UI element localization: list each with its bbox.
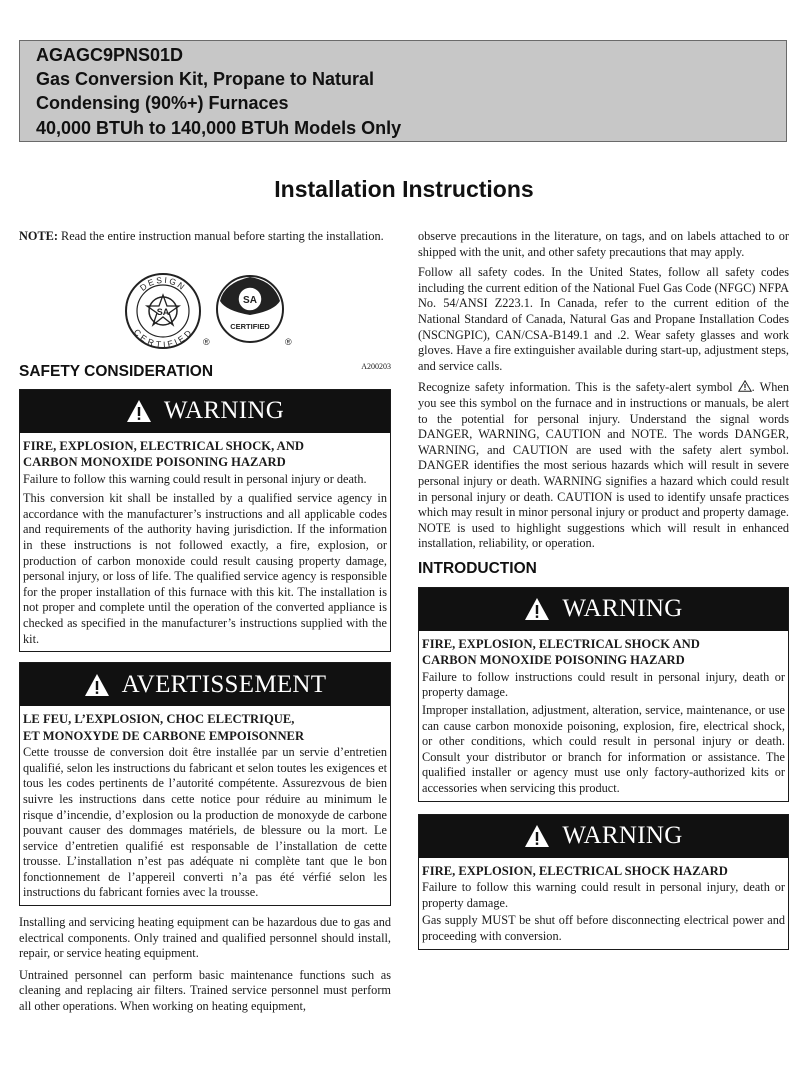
warning-triangle-icon	[84, 673, 110, 697]
warning-text: Gas supply MUST be shut off before disconnecting electrical power and proceeding with conversion.	[422, 913, 785, 943]
warning-triangle-icon	[126, 399, 152, 423]
avertissement-title-line: LE FEU, L’EXPLOSION, CHOC ELECTRIQUE,	[23, 712, 295, 727]
precautions-paragraph: observe precautions in the literature, on tags, and on labels attached to or shipped with the unit, and other safety precautions that may apply.	[418, 229, 789, 259]
warning-text: Failure to follow instructions could result in personal injury, death or property damage.	[422, 669, 785, 700]
avertissement-label: AVERTISSEMENT	[121, 670, 327, 698]
csa-mark-2: SA	[243, 294, 257, 306]
right-column	[418, 229, 789, 950]
warning-box-fire-explosion	[19, 389, 391, 653]
warning-title: FIRE, EXPLOSION, ELECTRICAL SHOCK HAZARD	[422, 863, 728, 878]
warning-title	[23, 438, 387, 471]
document-header	[19, 40, 787, 142]
warning-triangle-icon	[524, 824, 550, 848]
warning-label: WARNING	[163, 397, 285, 425]
avertissement-box	[19, 662, 391, 906]
furnace-type: Condensing (90%+) Furnaces	[36, 93, 289, 114]
recognize-paragraph	[418, 380, 789, 552]
design-certified-logo	[123, 271, 203, 351]
note-text: Read the entire instruction manual before starting the installation.	[57, 229, 384, 243]
recognize-text-b: . When you see this symbol on the furnace and in instructions or manuals, be alert to the potential for personal injury. Understand the signal words DANGER, WARNING, CAUTION and NOTE. The words DANGER, WARNING, and CAUTION are used with the safety alert symbol. DANGER identifies the most serious hazards which will result in severe personal injury or death. WARNING signifies a hazard which could result in personal injury or death. CAUTION is used to identify unsafe practices which may result in minor personal injury or product and property damage. NOTE is used to highlight suggestions which will result in enhanced installation, reliability, or operation.	[418, 380, 789, 551]
model-number: AGAGC9PNS01D	[36, 45, 184, 65]
safety-alert-icon	[738, 380, 752, 392]
warning-text: Failure to follow this warning could result in personal injury or death.	[23, 471, 367, 486]
warning-title-line: FIRE, EXPLOSION, ELECTRICAL SHOCK, AND	[23, 438, 304, 453]
introduction-heading: INTRODUCTION	[418, 559, 537, 577]
warning-title-line: CARBON MONOXIDE POISONING HAZARD	[23, 455, 286, 470]
avertissement-title-line: ET MONOXYDE DE CARBONE EMPOISONNER	[23, 728, 305, 743]
avertissement-text: Cette trousse de conversion doit être installée par un servie d’entretien qualifié, selon les instructions du fabricant et selon toutes les exigences et tous les codes pertinents de l’autorité compétente. Assurezvous de bien suivre les instructions dans cette notice pour réduire au minimum le risque d’incendie, d’explosion ou la production de monoxyde de carbone pouvant causer des dommages matériels, de blessure ou la mort. Le service d’entretien qualifié est responsable de l’installation de cette trousse. L’installation n’est pas adéquate ni complète tant que le bon fonctionnement de l’appereil converti n’a pas été vérfié selon les instructions du fabricant fornies avec la trousse.	[23, 745, 387, 900]
warning-title-line: FIRE, EXPLOSION, ELECTRICAL SHOCK AND	[422, 636, 700, 651]
registered-mark-1: ®	[203, 336, 210, 347]
figure-caption: A200203	[361, 361, 391, 371]
avertissement-header	[20, 663, 390, 706]
svg-text:CERTIFIED	[132, 327, 195, 350]
hazard-paragraph: Installing and servicing heating equipment can be hazardous due to gas and electrical components. Only trained and qualified personnel should install, repair, or service heating equipment.	[19, 915, 391, 961]
design-arc-text: DESIGN	[137, 274, 189, 293]
warning-header	[419, 815, 788, 858]
personnel-paragraph: Untrained personnel can perform basic maintenance functions such as cleaning and replacing air filters. Trained service personnel must perform all other operations. When working on heating equipment,	[19, 967, 391, 1014]
warning-box-carbon-monoxide	[418, 587, 789, 802]
certified-label: CERTIFIED	[230, 321, 270, 331]
warning-text: This conversion kit shall be installed by a qualified service agency in accordance with the manufacturer’s instructions and all applicable codes and requirements of the authority having jurisdiction. If the information in these instructions is not followed exactly, a fire, explosion, or production of carbon monoxide could result causing property damage, personal injury, or loss of life. The qualified service agency is responsible for the proper installation of this furnace with this kit. The installation is not proper and complete until the operation of the converted appliance is checked as specified in the manufacturer’s instructions supplied with the kit.	[23, 491, 387, 646]
codes-paragraph: Follow all safety codes. In the United States, follow all safety codes including the current edition of the National Fuel Gas Code (NFGC) NFPA No. 54/ANSI Z223.1. In Canada, refer to the current edition of the National Standard of Canada, Natural Gas and Propane Installation Codes (NSCNGPIC), CAN/CSA-B149.1 and .2. Wear safety glasses and work gloves. Have a fire extinguisher available during start-up, adjustment steps, and service calls.	[418, 265, 789, 373]
note-paragraph	[19, 229, 391, 245]
certified-logo	[214, 271, 286, 351]
certified-arc-text: CERTIFIED	[131, 326, 195, 350]
recognize-text-a: Recognize safety information. This is the safety-alert symbol	[418, 380, 738, 395]
warning-text: Improper installation, adjustment, alteration, service, maintenance, or use can cause carbon monoxide poisoning, explosion, fire, electrical shock, or other conditions, which could result in personal injury or death. Consult your distributor or branch for information or assistance. The qualified installer or agency must use only factory-authorized kits or accessories when servicing this product.	[422, 703, 785, 796]
warning-box-shock-hazard	[418, 814, 789, 950]
avertissement-title	[23, 711, 387, 744]
warning-title	[422, 636, 785, 669]
warning-text: Failure to follow this warning could result in personal injury, death or property damage.	[422, 880, 785, 910]
kit-title: Gas Conversion Kit, Propane to Natural	[36, 69, 375, 90]
warning-label: WARNING	[562, 595, 683, 623]
warning-header	[419, 588, 788, 631]
warning-label: WARNING	[562, 822, 683, 850]
note-label: NOTE:	[19, 229, 58, 243]
warning-triangle-icon	[524, 597, 550, 621]
left-column	[19, 229, 391, 1015]
warning-title-line: CARBON MONOXIDE POISONING HAZARD	[422, 653, 685, 668]
csa-mark: SA	[156, 306, 170, 317]
page-title: Installation Instructions	[274, 176, 534, 202]
warning-header	[20, 390, 390, 433]
registered-mark-2: ®	[285, 336, 292, 347]
safety-heading: SAFETY CONSIDERATION	[19, 362, 214, 380]
capacity-range: 40,000 BTUh to 140,000 BTUh Models Only	[36, 117, 402, 138]
